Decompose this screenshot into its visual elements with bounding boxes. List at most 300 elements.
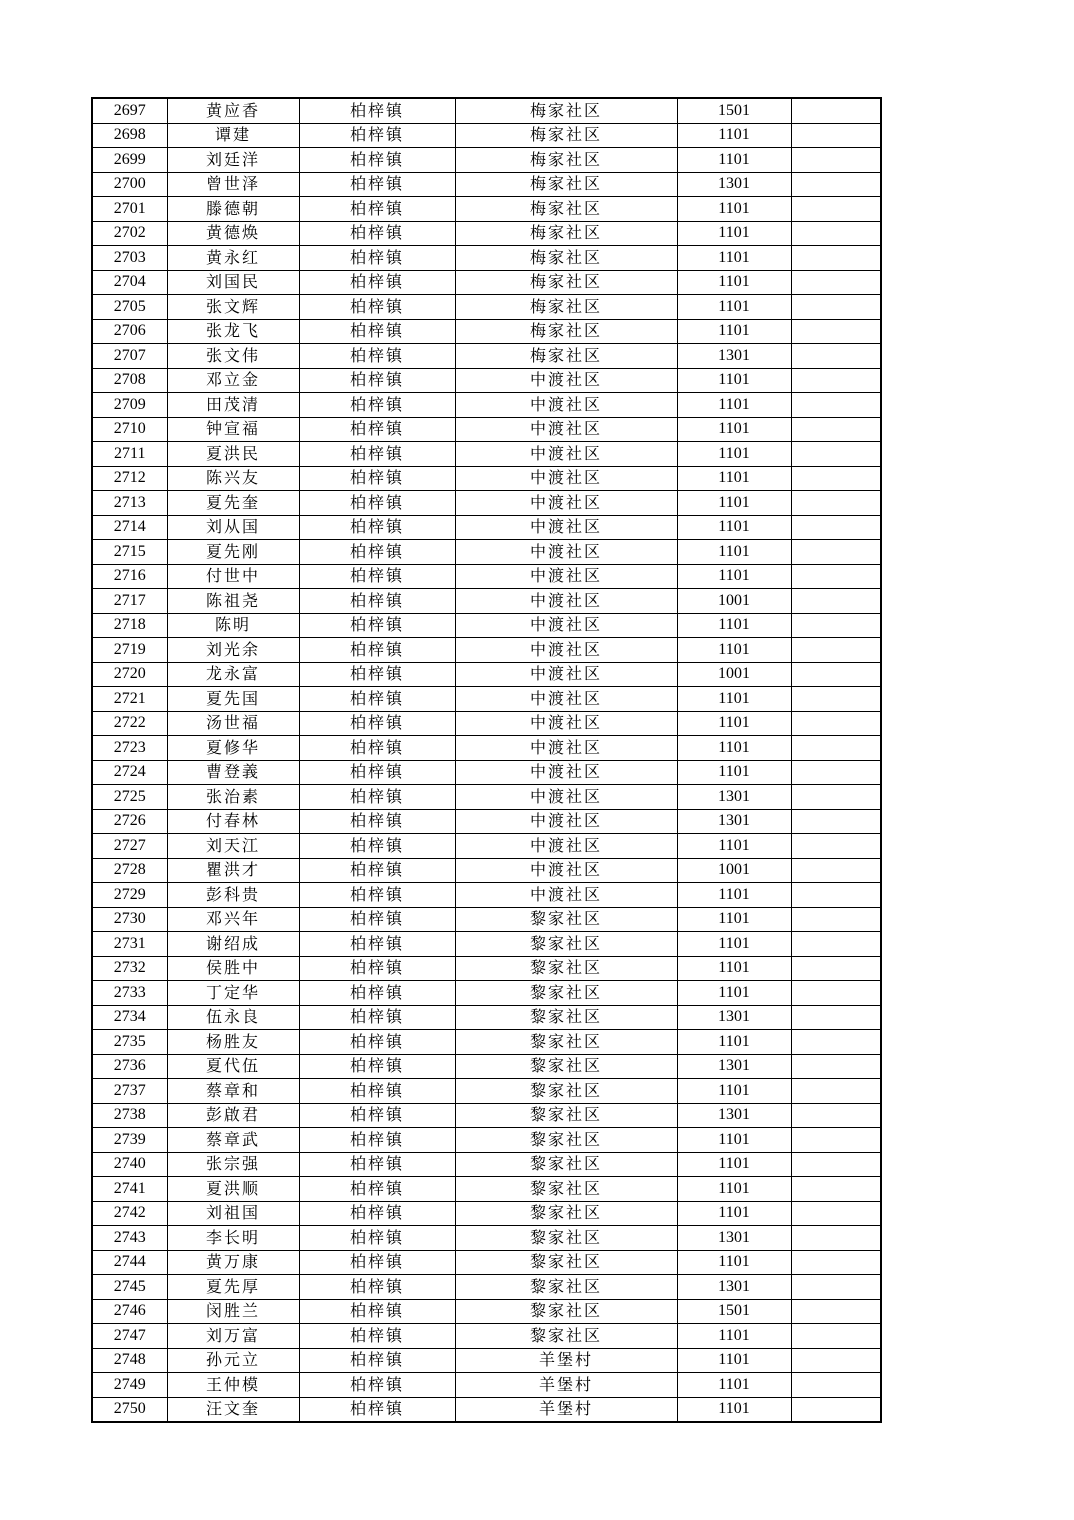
category-code: 1101 — [677, 1348, 791, 1373]
person-name: 黄德焕 — [167, 221, 299, 246]
person-name: 刘从国 — [167, 515, 299, 540]
table-row — [92, 834, 881, 859]
category-code: 1101 — [677, 540, 791, 565]
row-number: 2721 — [92, 687, 167, 712]
row-number: 2713 — [92, 491, 167, 516]
table-row — [92, 1250, 881, 1275]
note-cell — [791, 319, 881, 344]
person-name: 龙永富 — [167, 662, 299, 687]
village-name: 梅家社区 — [455, 246, 677, 271]
person-name: 夏洪顺 — [167, 1177, 299, 1202]
category-code: 1101 — [677, 1373, 791, 1398]
person-name: 邓兴年 — [167, 907, 299, 932]
table-row — [92, 246, 881, 271]
person-name: 孙元立 — [167, 1348, 299, 1373]
category-code: 1101 — [677, 295, 791, 320]
person-name: 丁定华 — [167, 981, 299, 1006]
town-name: 柏梓镇 — [299, 711, 455, 736]
town-name: 柏梓镇 — [299, 1324, 455, 1349]
row-number: 2738 — [92, 1103, 167, 1128]
table-row — [92, 270, 881, 295]
table-row — [92, 1005, 881, 1030]
person-name: 夏先厚 — [167, 1275, 299, 1300]
row-number: 2708 — [92, 368, 167, 393]
town-name: 柏梓镇 — [299, 564, 455, 589]
note-cell — [791, 295, 881, 320]
person-name: 夏先刚 — [167, 540, 299, 565]
village-name: 黎家社区 — [455, 1030, 677, 1055]
table-row — [92, 417, 881, 442]
person-name: 刘国民 — [167, 270, 299, 295]
category-code: 1101 — [677, 393, 791, 418]
town-name: 柏梓镇 — [299, 662, 455, 687]
person-name: 钟宣福 — [167, 417, 299, 442]
town-name: 柏梓镇 — [299, 883, 455, 908]
table-row — [92, 221, 881, 246]
village-name: 梅家社区 — [455, 295, 677, 320]
village-name: 羊堡村 — [455, 1373, 677, 1398]
category-code: 1001 — [677, 662, 791, 687]
person-name: 彭科贵 — [167, 883, 299, 908]
village-name: 梅家社区 — [455, 344, 677, 369]
row-number: 2748 — [92, 1348, 167, 1373]
village-name: 梅家社区 — [455, 172, 677, 197]
village-name: 黎家社区 — [455, 1226, 677, 1251]
row-number: 2714 — [92, 515, 167, 540]
village-name: 中渡社区 — [455, 858, 677, 883]
village-name: 中渡社区 — [455, 687, 677, 712]
town-name: 柏梓镇 — [299, 834, 455, 859]
row-number: 2742 — [92, 1201, 167, 1226]
note-cell — [791, 760, 881, 785]
person-name: 付春林 — [167, 809, 299, 834]
person-name: 张龙飞 — [167, 319, 299, 344]
row-number: 2730 — [92, 907, 167, 932]
row-number: 2744 — [92, 1250, 167, 1275]
village-name: 中渡社区 — [455, 785, 677, 810]
row-number: 2731 — [92, 932, 167, 957]
table-row — [92, 1054, 881, 1079]
person-name: 蔡章武 — [167, 1128, 299, 1153]
table-row — [92, 932, 881, 957]
category-code: 1101 — [677, 197, 791, 222]
category-code: 1101 — [677, 613, 791, 638]
note-cell — [791, 1226, 881, 1251]
town-name: 柏梓镇 — [299, 1373, 455, 1398]
note-cell — [791, 1201, 881, 1226]
note-cell — [791, 1079, 881, 1104]
category-code: 1101 — [677, 417, 791, 442]
note-cell — [791, 687, 881, 712]
town-name: 柏梓镇 — [299, 1201, 455, 1226]
town-name: 柏梓镇 — [299, 687, 455, 712]
row-number: 2750 — [92, 1397, 167, 1422]
row-number: 2726 — [92, 809, 167, 834]
village-name: 中渡社区 — [455, 760, 677, 785]
row-number: 2722 — [92, 711, 167, 736]
row-number: 2701 — [92, 197, 167, 222]
town-name: 柏梓镇 — [299, 1275, 455, 1300]
note-cell — [791, 270, 881, 295]
table-row — [92, 687, 881, 712]
row-number: 2705 — [92, 295, 167, 320]
table-row — [92, 123, 881, 148]
town-name: 柏梓镇 — [299, 1299, 455, 1324]
village-name: 中渡社区 — [455, 417, 677, 442]
category-code: 1301 — [677, 1226, 791, 1251]
town-name: 柏梓镇 — [299, 417, 455, 442]
table-row — [92, 1275, 881, 1300]
note-cell — [791, 785, 881, 810]
village-name: 中渡社区 — [455, 613, 677, 638]
village-name: 黎家社区 — [455, 956, 677, 981]
note-cell — [791, 932, 881, 957]
town-name: 柏梓镇 — [299, 760, 455, 785]
note-cell — [791, 123, 881, 148]
person-name: 黄应香 — [167, 98, 299, 123]
row-number: 2716 — [92, 564, 167, 589]
village-name: 梅家社区 — [455, 148, 677, 173]
village-name: 黎家社区 — [455, 1299, 677, 1324]
category-code: 1001 — [677, 858, 791, 883]
note-cell — [791, 491, 881, 516]
person-name: 汤世福 — [167, 711, 299, 736]
note-cell — [791, 246, 881, 271]
category-code: 1101 — [677, 711, 791, 736]
village-name: 中渡社区 — [455, 834, 677, 859]
note-cell — [791, 1103, 881, 1128]
row-number: 2697 — [92, 98, 167, 123]
town-name: 柏梓镇 — [299, 858, 455, 883]
row-number: 2727 — [92, 834, 167, 859]
village-name: 黎家社区 — [455, 1005, 677, 1030]
person-name: 陈祖尧 — [167, 589, 299, 614]
category-code: 1101 — [677, 270, 791, 295]
category-code: 1101 — [677, 221, 791, 246]
note-cell — [791, 1250, 881, 1275]
table-row — [92, 1030, 881, 1055]
row-number: 2710 — [92, 417, 167, 442]
note-cell — [791, 736, 881, 761]
table-row — [92, 1201, 881, 1226]
category-code: 1101 — [677, 319, 791, 344]
person-name: 刘天江 — [167, 834, 299, 859]
person-name: 刘万富 — [167, 1324, 299, 1349]
person-name: 田茂清 — [167, 393, 299, 418]
category-code: 1101 — [677, 883, 791, 908]
note-cell — [791, 344, 881, 369]
note-cell — [791, 368, 881, 393]
village-name: 黎家社区 — [455, 907, 677, 932]
note-cell — [791, 1128, 881, 1153]
town-name: 柏梓镇 — [299, 148, 455, 173]
person-name: 黄万康 — [167, 1250, 299, 1275]
category-code: 1101 — [677, 1030, 791, 1055]
category-code: 1301 — [677, 1005, 791, 1030]
town-name: 柏梓镇 — [299, 1226, 455, 1251]
table-row — [92, 883, 881, 908]
town-name: 柏梓镇 — [299, 98, 455, 123]
village-name: 黎家社区 — [455, 1128, 677, 1153]
village-name: 中渡社区 — [455, 393, 677, 418]
note-cell — [791, 1348, 881, 1373]
note-cell — [791, 834, 881, 859]
town-name: 柏梓镇 — [299, 638, 455, 663]
note-cell — [791, 858, 881, 883]
person-name: 夏先奎 — [167, 491, 299, 516]
note-cell — [791, 564, 881, 589]
village-name: 中渡社区 — [455, 368, 677, 393]
note-cell — [791, 662, 881, 687]
village-name: 黎家社区 — [455, 1103, 677, 1128]
note-cell — [791, 956, 881, 981]
category-code: 1301 — [677, 1103, 791, 1128]
table-row — [92, 491, 881, 516]
row-number: 2719 — [92, 638, 167, 663]
table-row — [92, 466, 881, 491]
town-name: 柏梓镇 — [299, 221, 455, 246]
town-name: 柏梓镇 — [299, 295, 455, 320]
town-name: 柏梓镇 — [299, 515, 455, 540]
village-name: 黎家社区 — [455, 1275, 677, 1300]
category-code: 1301 — [677, 785, 791, 810]
row-number: 2745 — [92, 1275, 167, 1300]
town-name: 柏梓镇 — [299, 1103, 455, 1128]
village-name: 中渡社区 — [455, 736, 677, 761]
category-code: 1101 — [677, 1128, 791, 1153]
row-number: 2749 — [92, 1373, 167, 1398]
village-name: 中渡社区 — [455, 540, 677, 565]
village-name: 中渡社区 — [455, 662, 677, 687]
row-number: 2733 — [92, 981, 167, 1006]
table-row — [92, 515, 881, 540]
person-name: 夏修华 — [167, 736, 299, 761]
person-name: 张治素 — [167, 785, 299, 810]
table-row — [92, 662, 881, 687]
register-table-body — [92, 98, 881, 1422]
person-name: 夏洪民 — [167, 442, 299, 467]
town-name: 柏梓镇 — [299, 1348, 455, 1373]
village-name: 梅家社区 — [455, 270, 677, 295]
row-number: 2725 — [92, 785, 167, 810]
table-row — [92, 197, 881, 222]
town-name: 柏梓镇 — [299, 1030, 455, 1055]
table-row — [92, 1079, 881, 1104]
note-cell — [791, 172, 881, 197]
table-row — [92, 295, 881, 320]
row-number: 2711 — [92, 442, 167, 467]
village-name: 黎家社区 — [455, 1152, 677, 1177]
person-name: 滕德朝 — [167, 197, 299, 222]
category-code: 1101 — [677, 932, 791, 957]
row-number: 2707 — [92, 344, 167, 369]
person-name: 张文伟 — [167, 344, 299, 369]
category-code: 1101 — [677, 564, 791, 589]
village-name: 中渡社区 — [455, 711, 677, 736]
table-row — [92, 98, 881, 123]
town-name: 柏梓镇 — [299, 1005, 455, 1030]
person-name: 张文辉 — [167, 295, 299, 320]
note-cell — [791, 1152, 881, 1177]
row-number: 2698 — [92, 123, 167, 148]
village-name: 黎家社区 — [455, 1324, 677, 1349]
table-row — [92, 956, 881, 981]
town-name: 柏梓镇 — [299, 613, 455, 638]
table-row — [92, 858, 881, 883]
person-name: 侯胜中 — [167, 956, 299, 981]
table-row — [92, 589, 881, 614]
table-row — [92, 809, 881, 834]
table-row — [92, 760, 881, 785]
note-cell — [791, 1054, 881, 1079]
village-name: 梅家社区 — [455, 98, 677, 123]
table-row — [92, 907, 881, 932]
note-cell — [791, 1324, 881, 1349]
row-number: 2712 — [92, 466, 167, 491]
category-code: 1101 — [677, 1324, 791, 1349]
town-name: 柏梓镇 — [299, 491, 455, 516]
town-name: 柏梓镇 — [299, 368, 455, 393]
row-number: 2739 — [92, 1128, 167, 1153]
row-number: 2715 — [92, 540, 167, 565]
town-name: 柏梓镇 — [299, 589, 455, 614]
note-cell — [791, 197, 881, 222]
note-cell — [791, 1299, 881, 1324]
town-name: 柏梓镇 — [299, 785, 455, 810]
note-cell — [791, 221, 881, 246]
category-code: 1101 — [677, 515, 791, 540]
table-row — [92, 638, 881, 663]
town-name: 柏梓镇 — [299, 1128, 455, 1153]
person-name: 曹登義 — [167, 760, 299, 785]
category-code: 1301 — [677, 1054, 791, 1079]
row-number: 2728 — [92, 858, 167, 883]
village-name: 中渡社区 — [455, 466, 677, 491]
town-name: 柏梓镇 — [299, 270, 455, 295]
table-row — [92, 1299, 881, 1324]
town-name: 柏梓镇 — [299, 1152, 455, 1177]
category-code: 1101 — [677, 907, 791, 932]
person-name: 李长明 — [167, 1226, 299, 1251]
town-name: 柏梓镇 — [299, 442, 455, 467]
village-name: 梅家社区 — [455, 221, 677, 246]
town-name: 柏梓镇 — [299, 736, 455, 761]
row-number: 2729 — [92, 883, 167, 908]
row-number: 2736 — [92, 1054, 167, 1079]
village-name: 中渡社区 — [455, 442, 677, 467]
category-code: 1501 — [677, 1299, 791, 1324]
row-number: 2717 — [92, 589, 167, 614]
town-name: 柏梓镇 — [299, 466, 455, 491]
table-row — [92, 785, 881, 810]
row-number: 2709 — [92, 393, 167, 418]
town-name: 柏梓镇 — [299, 246, 455, 271]
village-name: 黎家社区 — [455, 981, 677, 1006]
table-row — [92, 1397, 881, 1422]
note-cell — [791, 1030, 881, 1055]
person-name: 曾世泽 — [167, 172, 299, 197]
category-code: 1101 — [677, 1079, 791, 1104]
table-row — [92, 1103, 881, 1128]
row-number: 2704 — [92, 270, 167, 295]
note-cell — [791, 148, 881, 173]
town-name: 柏梓镇 — [299, 344, 455, 369]
town-name: 柏梓镇 — [299, 932, 455, 957]
category-code: 1101 — [677, 736, 791, 761]
town-name: 柏梓镇 — [299, 197, 455, 222]
town-name: 柏梓镇 — [299, 123, 455, 148]
category-code: 1101 — [677, 148, 791, 173]
village-name: 梅家社区 — [455, 123, 677, 148]
row-number: 2743 — [92, 1226, 167, 1251]
category-code: 1501 — [677, 98, 791, 123]
town-name: 柏梓镇 — [299, 1397, 455, 1422]
table-row — [92, 1177, 881, 1202]
category-code: 1101 — [677, 1152, 791, 1177]
table-row — [92, 1373, 881, 1398]
person-name: 刘廷洋 — [167, 148, 299, 173]
row-number: 2747 — [92, 1324, 167, 1349]
note-cell — [791, 1397, 881, 1422]
row-number: 2703 — [92, 246, 167, 271]
category-code: 1101 — [677, 760, 791, 785]
note-cell — [791, 589, 881, 614]
town-name: 柏梓镇 — [299, 540, 455, 565]
person-name: 汪文奎 — [167, 1397, 299, 1422]
category-code: 1101 — [677, 246, 791, 271]
person-name: 王仲模 — [167, 1373, 299, 1398]
note-cell — [791, 1373, 881, 1398]
person-name: 瞿洪才 — [167, 858, 299, 883]
person-name: 杨胜友 — [167, 1030, 299, 1055]
table-row — [92, 981, 881, 1006]
row-number: 2741 — [92, 1177, 167, 1202]
row-number: 2718 — [92, 613, 167, 638]
row-number: 2734 — [92, 1005, 167, 1030]
town-name: 柏梓镇 — [299, 1177, 455, 1202]
person-name: 谢绍成 — [167, 932, 299, 957]
note-cell — [791, 1177, 881, 1202]
person-name: 夏代伍 — [167, 1054, 299, 1079]
town-name: 柏梓镇 — [299, 907, 455, 932]
row-number: 2737 — [92, 1079, 167, 1104]
town-name: 柏梓镇 — [299, 1054, 455, 1079]
category-code: 1301 — [677, 809, 791, 834]
row-number: 2746 — [92, 1299, 167, 1324]
table-row — [92, 344, 881, 369]
table-row — [92, 148, 881, 173]
person-name: 彭啟君 — [167, 1103, 299, 1128]
category-code: 1101 — [677, 834, 791, 859]
category-code: 1101 — [677, 1250, 791, 1275]
village-name: 中渡社区 — [455, 564, 677, 589]
row-number: 2699 — [92, 148, 167, 173]
person-name: 陈明 — [167, 613, 299, 638]
person-name: 刘光余 — [167, 638, 299, 663]
note-cell — [791, 981, 881, 1006]
village-name: 中渡社区 — [455, 515, 677, 540]
table-row — [92, 540, 881, 565]
village-name: 羊堡村 — [455, 1348, 677, 1373]
table-row — [92, 564, 881, 589]
note-cell — [791, 613, 881, 638]
village-name: 黎家社区 — [455, 932, 677, 957]
village-name: 梅家社区 — [455, 197, 677, 222]
note-cell — [791, 515, 881, 540]
row-number: 2732 — [92, 956, 167, 981]
row-number: 2723 — [92, 736, 167, 761]
category-code: 1101 — [677, 1397, 791, 1422]
